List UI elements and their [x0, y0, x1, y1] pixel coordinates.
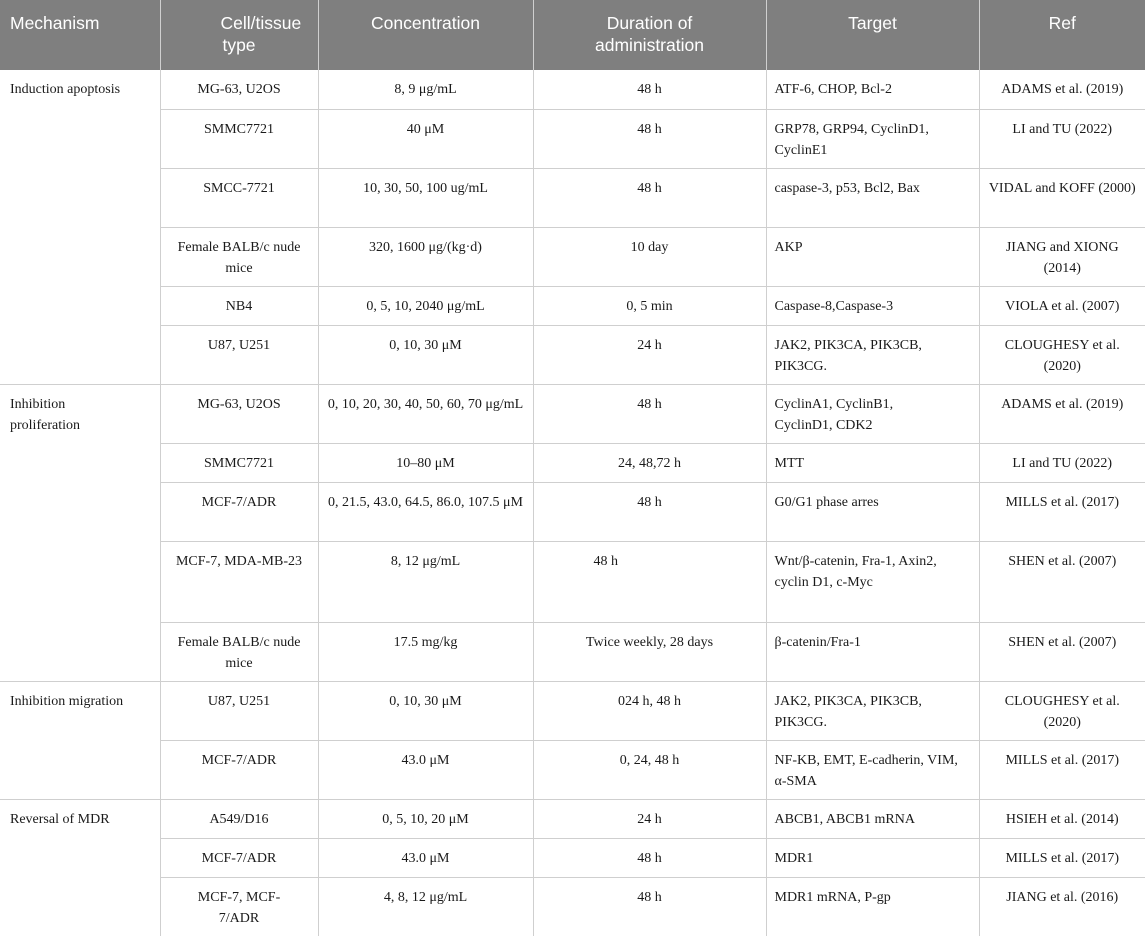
cell-type: A549/D16: [160, 799, 318, 838]
reference: MILLS et al. (2017): [979, 482, 1145, 541]
table-row: [0, 286, 1145, 325]
concentration: 4, 8, 12 μg/mL: [318, 877, 533, 936]
target: CyclinA1, CyclinB1, CyclinD1, CDK2: [766, 384, 979, 443]
table-row: [0, 740, 1145, 799]
target: ABCB1, ABCB1 mRNA: [766, 799, 979, 838]
header-concentration: Concentration: [318, 0, 533, 70]
concentration: 0, 10, 20, 30, 40, 50, 60, 70 μg/mL: [318, 384, 533, 443]
target: ATF-6, CHOP, Bcl-2: [766, 70, 979, 109]
target: JAK2, PIK3CA, PIK3CB, PIK3CG.: [766, 681, 979, 740]
cell-type: U87, U251: [160, 325, 318, 384]
table-row: [0, 681, 1145, 740]
target: NF-KB, EMT, E-cadherin, VIM, α-SMA: [766, 740, 979, 799]
table-row: [0, 877, 1145, 936]
header-duration: Duration of administration: [533, 0, 766, 70]
duration: 48 h: [533, 877, 766, 936]
duration: 10 day: [533, 227, 766, 286]
target: β-catenin/Fra-1: [766, 622, 979, 681]
mechanism-cell: Inhibition proliferation: [0, 384, 160, 681]
table-row: [0, 168, 1145, 227]
reference: MILLS et al. (2017): [979, 740, 1145, 799]
concentration: 40 μM: [318, 109, 533, 168]
table-row: [0, 109, 1145, 168]
cell-type: MCF-7/ADR: [160, 838, 318, 877]
header-cell-type: Cell/tissue type: [160, 0, 318, 70]
concentration: 8, 9 μg/mL: [318, 70, 533, 109]
cell-type: MCF-7, MDA-MB-23: [160, 541, 318, 622]
concentration: 0, 21.5, 43.0, 64.5, 86.0, 107.5 μM: [318, 482, 533, 541]
duration: 024 h, 48 h: [533, 681, 766, 740]
cell-type: SMCC-7721: [160, 168, 318, 227]
target: MTT: [766, 443, 979, 482]
table-row: [0, 443, 1145, 482]
duration: 48 h: [533, 482, 766, 541]
reference: JIANG et al. (2016): [1006, 889, 1119, 905]
duration: 48 h: [533, 70, 766, 109]
target: Wnt/β-catenin, Fra-1, Axin2, cyclin D1, c-Myc: [766, 541, 979, 622]
concentration: 8, 12 μg/mL: [318, 541, 533, 622]
target: caspase-3, p53, Bcl2, Bax: [766, 168, 979, 227]
concentration: 0, 10, 30 μM: [318, 681, 533, 740]
table-row: [0, 384, 1145, 443]
concentration: 17.5 mg/kg: [318, 622, 533, 681]
table-row: [0, 227, 1145, 286]
duration: 48 h: [533, 168, 766, 227]
duration: 24 h: [533, 799, 766, 838]
concentration: 0, 10, 30 μM: [318, 325, 533, 384]
duration: 0, 5 min: [533, 286, 766, 325]
table-row: [0, 70, 1145, 109]
concentration: 0, 5, 10, 20 μM: [318, 799, 533, 838]
target: JAK2, PIK3CA, PIK3CB, PIK3CG.: [766, 325, 979, 384]
target: AKP: [766, 227, 979, 286]
reference: SHEN et al. (2007): [979, 622, 1145, 681]
reference: VIOLA et al. (2007): [979, 286, 1145, 325]
cell-type: SMMC7721: [160, 109, 318, 168]
concentration: 43.0 μM: [318, 740, 533, 799]
table-row: [0, 325, 1145, 384]
header-mechanism: Mechanism: [0, 0, 160, 70]
reference: SHEN et al. (2007): [979, 541, 1145, 622]
table-row: [0, 838, 1145, 877]
reference: CLOUGHESY et al. (2020): [979, 325, 1145, 384]
concentration: 10–80 μM: [318, 443, 533, 482]
reference: LI and TU (2022): [979, 443, 1145, 482]
duration: 0, 24, 48 h: [533, 740, 766, 799]
cell-type: MCF-7/ADR: [160, 482, 318, 541]
table-row: [0, 482, 1145, 541]
reference: LI and TU (2022): [979, 109, 1145, 168]
table-row: [0, 622, 1145, 681]
reference: HSIEH et al. (2014): [979, 799, 1145, 838]
cell-type: MCF-7, MCF-7/ADR: [160, 877, 318, 936]
table-row: [0, 799, 1145, 838]
duration: 48 h: [533, 384, 766, 443]
duration: 48 h: [533, 541, 766, 622]
mechanism-cell: Reversal of MDR: [0, 799, 160, 936]
cell-type: MCF-7/ADR: [160, 740, 318, 799]
concentration: 0, 5, 10, 2040 μg/mL: [318, 286, 533, 325]
reference: VIDAL and KOFF (2000): [979, 168, 1145, 227]
cell-type: MG-63, U2OS: [160, 70, 318, 109]
header-row: [0, 0, 1145, 70]
reference: JIANG and XIONG (2014): [979, 227, 1145, 286]
duration: 24 h: [533, 325, 766, 384]
reference: ADAMS et al. (2019): [979, 384, 1145, 443]
mechanism-cell: Inhibition migration: [0, 681, 160, 799]
duration: 48 h: [533, 838, 766, 877]
concentration: 320, 1600 μg/(kg·d): [318, 227, 533, 286]
header-ref: Ref: [979, 0, 1145, 70]
cell-type: Female BALB/c nude mice: [160, 622, 318, 681]
reference: CLOUGHESY et al. (2020): [979, 681, 1145, 740]
concentration: 10, 30, 50, 100 ug/mL: [318, 168, 533, 227]
concentration: 43.0 μM: [318, 838, 533, 877]
mechanism-cell: Induction apoptosis: [0, 70, 160, 384]
header-target: Target: [766, 0, 979, 70]
table-row: [0, 541, 1145, 622]
cell-type: Female BALB/c nude mice: [160, 227, 318, 286]
target: MDR1 mRNA, P-gp: [766, 877, 979, 936]
cell-type: MG-63, U2OS: [160, 384, 318, 443]
target: MDR1: [766, 838, 979, 877]
duration: 48 h: [533, 109, 766, 168]
target: G0/G1 phase arres: [766, 482, 979, 541]
cell-type: NB4: [160, 286, 318, 325]
cell-type: U87, U251: [160, 681, 318, 740]
target: Caspase-8,Caspase-3: [766, 286, 979, 325]
reference: ADAMS et al. (2019): [979, 70, 1145, 109]
reference: MILLS et al. (2017): [979, 838, 1145, 877]
target: GRP78, GRP94, CyclinD1, CyclinE1: [766, 109, 979, 168]
duration: 24, 48,72 h: [533, 443, 766, 482]
cell-type: SMMC7721: [160, 443, 318, 482]
duration: Twice weekly, 28 days: [533, 622, 766, 681]
